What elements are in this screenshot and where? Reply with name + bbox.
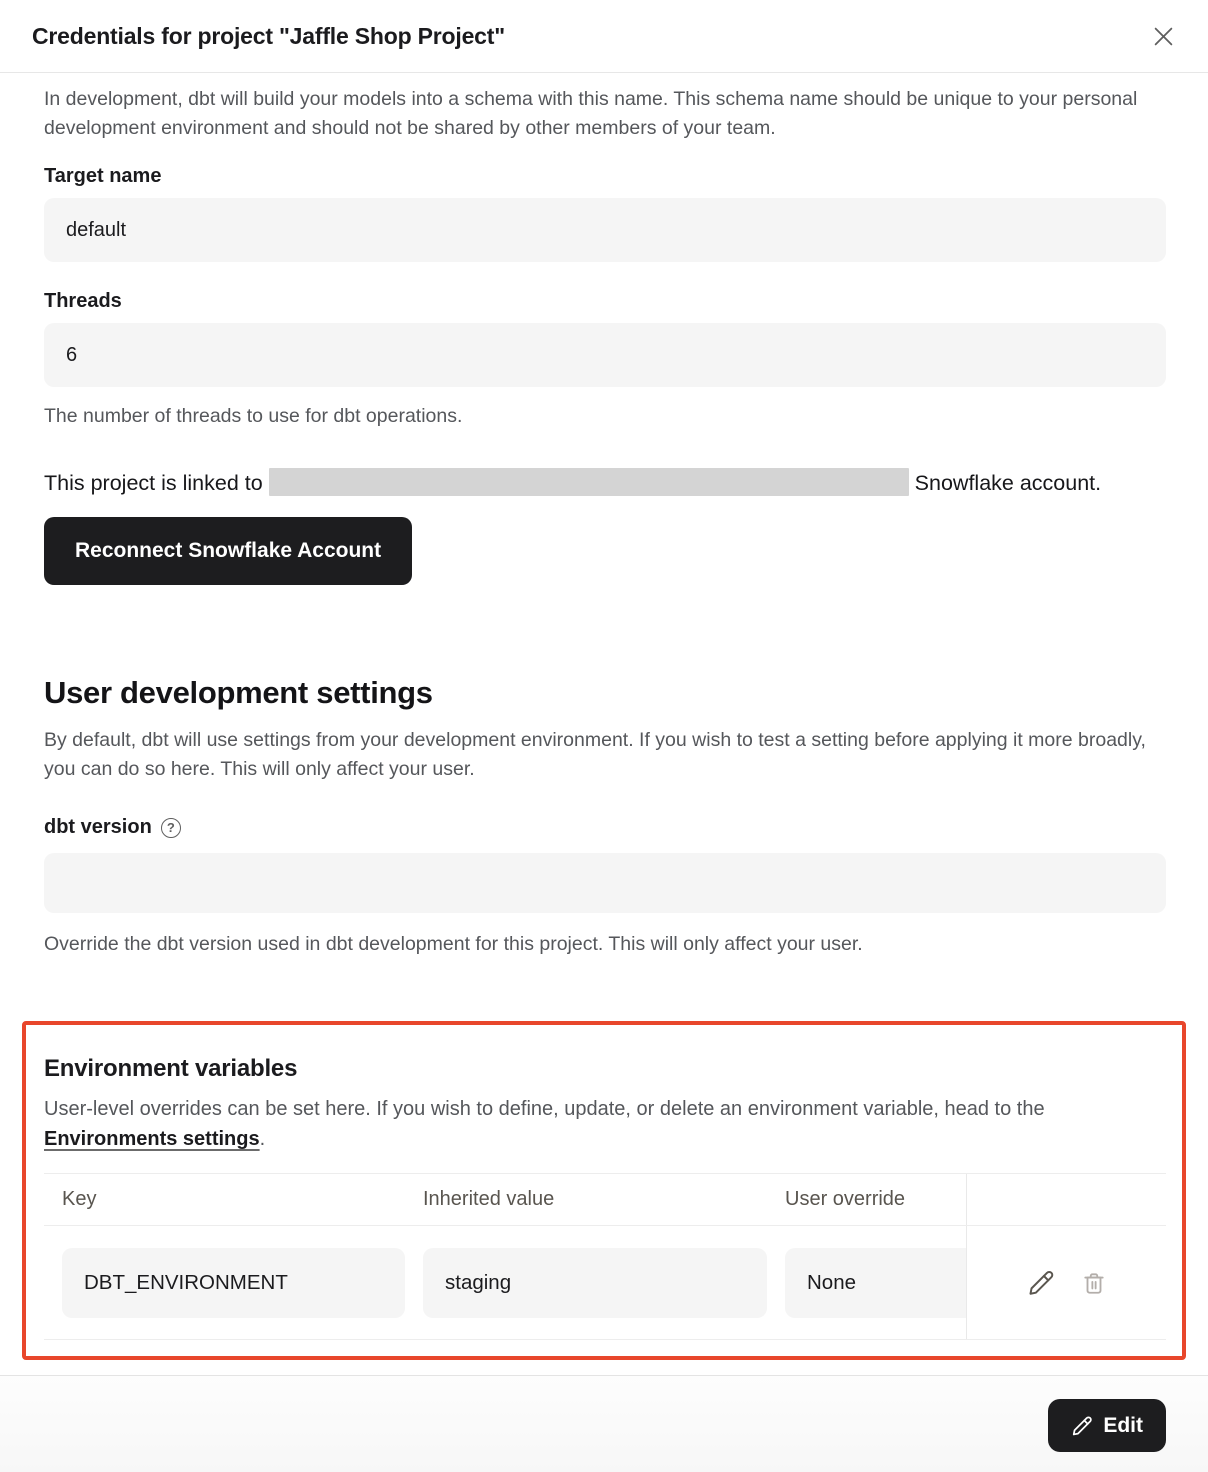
table-row [44, 1226, 1166, 1340]
modal-title: Credentials for project "Jaffle Shop Project" [32, 22, 505, 49]
dbt-version-label-row [44, 816, 1166, 839]
close-icon [1150, 23, 1177, 50]
linked-account-suffix: Snowflake account. [914, 471, 1102, 495]
pencil-icon [1027, 1269, 1055, 1297]
schema-description-text: In development, dbt will build your models into a schema with this name. This schema name should be unique to your personal development environment and should not be shared by other members of your team. [44, 88, 1138, 139]
environment-variables-title: Environment variables [44, 1055, 298, 1082]
env-var-key-value: DBT_ENVIRONMENT [62, 1248, 405, 1318]
reconnect-snowflake-button-label: Reconnect Snowflake Account [75, 539, 382, 562]
linked-account-text [44, 465, 1166, 502]
column-header-key: Key [62, 1188, 97, 1210]
environment-variables-description [44, 1094, 1166, 1154]
dbt-version-helper-text: Override the dbt version used in dbt development for this project. This will only affect your user. [44, 933, 863, 955]
environments-settings-link[interactable]: Environments settings [44, 1128, 260, 1150]
env-description-before: User-level overrides can be set here. If you wish to define, update, or delete an environment variable, head to the [44, 1098, 1045, 1120]
redacted-account-name [269, 468, 909, 496]
edit-button-label: Edit [1103, 1413, 1143, 1437]
modal-header [0, 0, 1208, 73]
column-header-user-override: User override [785, 1188, 906, 1210]
dbt-version-input[interactable] [44, 853, 1166, 913]
user-dev-settings-title: User development settings [44, 675, 433, 710]
env-description-after: . [259, 1128, 266, 1150]
threads-label: Threads [44, 290, 122, 312]
trash-icon [1081, 1270, 1107, 1296]
environment-variables-table [44, 1173, 1166, 1340]
column-header-actions [966, 1174, 1166, 1225]
environment-variables-annotation-box [22, 1021, 1186, 1360]
edit-row-button[interactable] [1027, 1269, 1055, 1297]
modal-content [0, 73, 1208, 1360]
linked-account-prefix: This project is linked to [44, 471, 263, 495]
user-dev-settings-description: By default, dbt will use settings from your development environment. If you wish to test a setting before applying it more broadly, you can do so here. This will only affect your user. [44, 729, 1146, 780]
target-name-input[interactable] [44, 198, 1166, 262]
close-button[interactable] [1146, 19, 1180, 53]
env-var-user-override-value: None [785, 1248, 966, 1318]
delete-row-button[interactable] [1081, 1270, 1107, 1296]
threads-helper-text: The number of threads to use for dbt operations. [44, 405, 463, 427]
target-name-label: Target name [44, 165, 162, 187]
table-header-row [44, 1173, 1166, 1226]
edit-button[interactable] [1048, 1399, 1166, 1452]
help-icon[interactable]: ? [161, 818, 181, 838]
reconnect-snowflake-button[interactable] [44, 517, 412, 585]
edit-pencil-icon [1071, 1415, 1093, 1437]
row-actions [966, 1226, 1166, 1339]
dbt-version-label: dbt version [44, 816, 152, 838]
env-var-inherited-value: staging [423, 1248, 767, 1318]
column-header-inherited-value: Inherited value [423, 1188, 555, 1210]
modal-footer [0, 1375, 1208, 1472]
threads-input[interactable] [44, 323, 1166, 387]
